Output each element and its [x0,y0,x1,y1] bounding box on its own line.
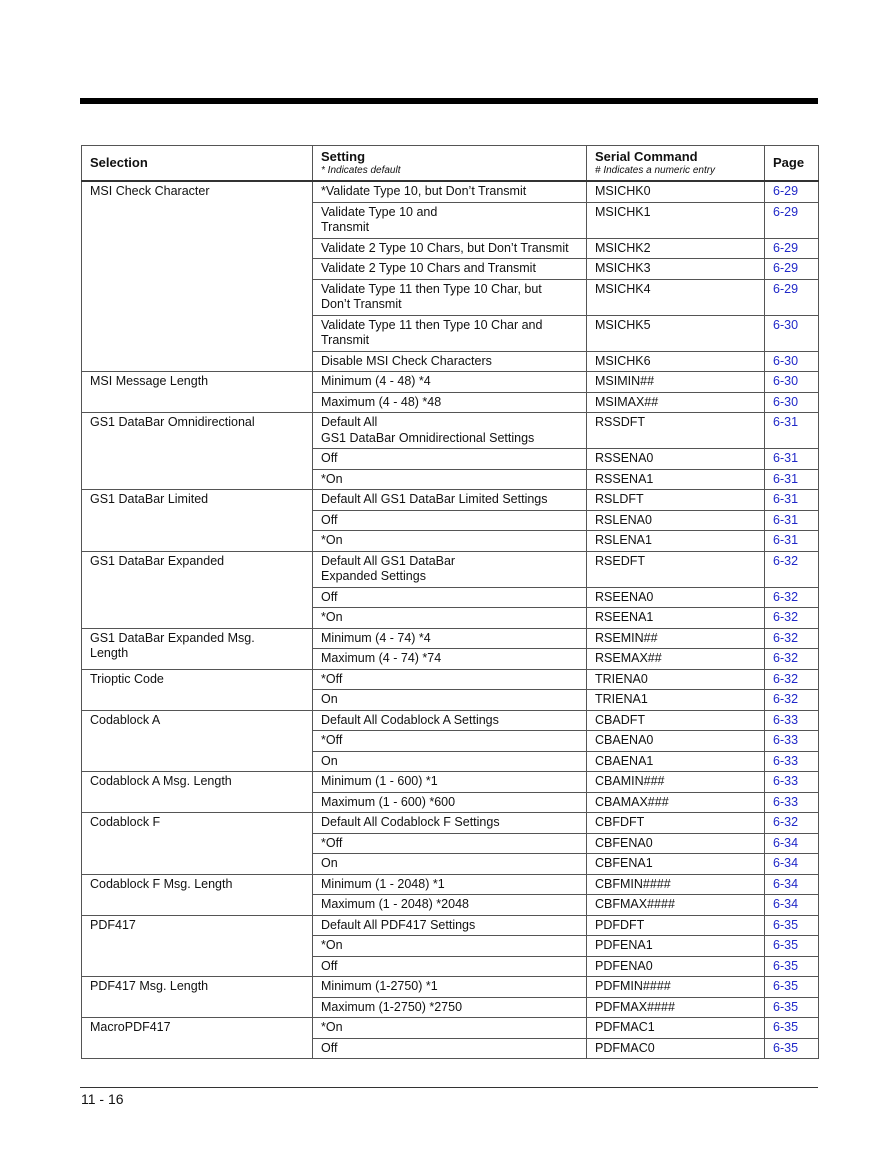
setting-cell: Default All PDF417 Settings [313,915,587,936]
command-cell: TRIENA1 [587,690,765,711]
setting-cell: Minimum (1 - 600) *1 [313,772,587,793]
table-row [82,181,819,202]
command-cell: RSEENA1 [587,608,765,629]
page-link[interactable]: 6-35 [765,977,819,998]
setting-cell: Maximum (1 - 600) *600 [313,792,587,813]
page-link[interactable]: 6-31 [765,413,819,449]
command-cell: TRIENA0 [587,669,765,690]
command-cell: CBAMAX### [587,792,765,813]
command-cell: PDFENA0 [587,956,765,977]
page-link[interactable]: 6-34 [765,833,819,854]
table-row [82,915,819,936]
page-link[interactable]: 6-30 [765,392,819,413]
command-cell: MSICHK3 [587,259,765,280]
command-cell: PDFENA1 [587,936,765,957]
setting-cell: *Off [313,731,587,752]
page-link[interactable]: 6-30 [765,351,819,372]
setting-cell: *Validate Type 10, but Don’t Transmit [313,181,587,202]
header-row [82,146,819,182]
header-setting-note: * Indicates default [321,165,401,176]
table-row [82,1018,819,1039]
command-cell: MSICHK2 [587,238,765,259]
page-link[interactable]: 6-31 [765,510,819,531]
table-row [82,372,819,393]
command-cell: CBFMAX#### [587,895,765,916]
setting-cell: Off [313,510,587,531]
command-cell: RSEDFT [587,551,765,587]
table-row [82,710,819,731]
table-row [82,628,819,649]
setting-cell: Default All GS1 DataBar Omnidirectional Settings [313,413,587,449]
page-link[interactable]: 6-35 [765,915,819,936]
command-cell: MSICHK1 [587,202,765,238]
setting-cell: *On [313,936,587,957]
command-cell: RSEENA0 [587,587,765,608]
command-cell: MSICHK5 [587,315,765,351]
setting-cell: Maximum (4 - 48) *48 [313,392,587,413]
table-body [82,181,819,1059]
command-cell: PDFMAC1 [587,1018,765,1039]
command-cell: CBFENA0 [587,833,765,854]
command-cell: CBFDFT [587,813,765,834]
command-cell: RSLENA0 [587,510,765,531]
page-link[interactable]: 6-35 [765,1038,819,1059]
command-cell: RSEMIN## [587,628,765,649]
setting-cell: Default All GS1 DataBar Expanded Settings [313,551,587,587]
page-link[interactable]: 6-33 [765,731,819,752]
setting-cell: Maximum (4 - 74) *74 [313,649,587,670]
command-cell: MSIMIN## [587,372,765,393]
page-link[interactable]: 6-34 [765,874,819,895]
table-row [82,490,819,511]
setting-cell: *Off [313,669,587,690]
table-row [82,772,819,793]
command-cell: CBAMIN### [587,772,765,793]
selection-cell: Codablock F [82,813,313,875]
setting-cell: Default All GS1 DataBar Limited Settings [313,490,587,511]
setting-cell: Off [313,587,587,608]
page-link[interactable]: 6-29 [765,259,819,280]
selection-cell: GS1 DataBar Omnidirectional [82,413,313,490]
setting-cell: Off [313,1038,587,1059]
page-link[interactable]: 6-31 [765,449,819,470]
page-link[interactable]: 6-31 [765,469,819,490]
settings-table [81,145,819,1059]
page-link[interactable]: 6-32 [765,551,819,587]
top-rule [80,98,818,104]
command-cell: RSLENA1 [587,531,765,552]
selection-cell: GS1 DataBar Expanded [82,551,313,628]
setting-cell: Minimum (4 - 48) *4 [313,372,587,393]
setting-cell: *On [313,1018,587,1039]
page-link[interactable]: 6-35 [765,997,819,1018]
selection-cell: MSI Check Character [82,181,313,372]
command-cell: PDFMAX#### [587,997,765,1018]
command-cell: RSSDFT [587,413,765,449]
setting-cell: Validate 2 Type 10 Chars, but Don’t Transmit [313,238,587,259]
command-cell: CBFMIN#### [587,874,765,895]
page-link[interactable]: 6-32 [765,649,819,670]
setting-cell: *On [313,608,587,629]
page-link[interactable]: 6-35 [765,1018,819,1039]
setting-cell: Minimum (1-2750) *1 [313,977,587,998]
header-command [587,146,765,182]
page-link[interactable]: 6-34 [765,854,819,875]
page-link[interactable]: 6-29 [765,238,819,259]
setting-cell: Validate 2 Type 10 Chars and Transmit [313,259,587,280]
setting-cell: Off [313,956,587,977]
command-cell: MSICHK6 [587,351,765,372]
setting-cell: *Off [313,833,587,854]
setting-cell: Validate Type 10 and Transmit [313,202,587,238]
command-cell: MSICHK0 [587,181,765,202]
page-link[interactable]: 6-34 [765,895,819,916]
command-cell: PDFDFT [587,915,765,936]
setting-cell: Validate Type 11 then Type 10 Char and Transmit [313,315,587,351]
selection-cell: Codablock F Msg. Length [82,874,313,915]
page-link[interactable]: 6-35 [765,956,819,977]
page-link[interactable]: 6-30 [765,315,819,351]
selection-cell: PDF417 Msg. Length [82,977,313,1018]
setting-cell: Maximum (1-2750) *2750 [313,997,587,1018]
command-cell: RSEMAX## [587,649,765,670]
selection-cell: Codablock A [82,710,313,772]
page-link[interactable]: 6-33 [765,710,819,731]
table-header [82,146,819,182]
header-page: Page [765,146,819,182]
page-link[interactable]: 6-32 [765,690,819,711]
page-link[interactable]: 6-30 [765,372,819,393]
page-link[interactable]: 6-31 [765,531,819,552]
page-number: 11 - 16 [81,1091,124,1107]
selection-cell: MSI Message Length [82,372,313,413]
setting-cell: *On [313,531,587,552]
table-row [82,551,819,587]
page-link[interactable]: 6-32 [765,669,819,690]
command-cell: MSIMAX## [587,392,765,413]
setting-cell: Maximum (1 - 2048) *2048 [313,895,587,916]
selection-cell: MacroPDF417 [82,1018,313,1059]
header-command-note: # Indicates a numeric entry [595,165,716,176]
setting-cell: Off [313,449,587,470]
command-cell: PDFMAC0 [587,1038,765,1059]
setting-cell: Default All Codablock A Settings [313,710,587,731]
setting-cell: *On [313,469,587,490]
page-link[interactable]: 6-33 [765,772,819,793]
page-link[interactable]: 6-32 [765,608,819,629]
table-row [82,874,819,895]
page-link[interactable]: 6-33 [765,792,819,813]
selection-cell: Codablock A Msg. Length [82,772,313,813]
command-cell: CBADFT [587,710,765,731]
page-link[interactable]: 6-29 [765,181,819,202]
command-cell: MSICHK4 [587,279,765,315]
page-link[interactable]: 6-35 [765,936,819,957]
command-cell: RSSENA1 [587,469,765,490]
footer-rule [80,1087,818,1088]
page-link[interactable]: 6-32 [765,587,819,608]
command-cell: CBAENA1 [587,751,765,772]
page-link[interactable]: 6-32 [765,628,819,649]
setting-cell: On [313,854,587,875]
page-link[interactable]: 6-31 [765,490,819,511]
selection-cell: GS1 DataBar Limited [82,490,313,552]
table-row [82,413,819,449]
selection-cell: PDF417 [82,915,313,977]
command-cell: RSLDFT [587,490,765,511]
setting-cell: On [313,690,587,711]
selection-cell: Trioptic Code [82,669,313,710]
command-cell: CBFENA1 [587,854,765,875]
command-cell: CBAENA0 [587,731,765,752]
header-setting [313,146,587,182]
setting-cell: Validate Type 11 then Type 10 Char, but Don’t Transmit [313,279,587,315]
setting-cell: On [313,751,587,772]
selection-cell: GS1 DataBar Expanded Msg. Length [82,628,313,669]
setting-cell: Minimum (1 - 2048) *1 [313,874,587,895]
command-cell: RSSENA0 [587,449,765,470]
page-link[interactable]: 6-29 [765,279,819,315]
table-row [82,669,819,690]
setting-cell: Minimum (4 - 74) *4 [313,628,587,649]
page-link[interactable]: 6-33 [765,751,819,772]
setting-cell: Default All Codablock F Settings [313,813,587,834]
table-row [82,977,819,998]
table-row [82,813,819,834]
command-cell: PDFMIN#### [587,977,765,998]
page-link[interactable]: 6-32 [765,813,819,834]
header-selection: Selection [82,146,313,182]
setting-cell: Disable MSI Check Characters [313,351,587,372]
page-link[interactable]: 6-29 [765,202,819,238]
header-command-title: Serial Command [595,149,698,164]
header-setting-title: Setting [321,149,366,164]
